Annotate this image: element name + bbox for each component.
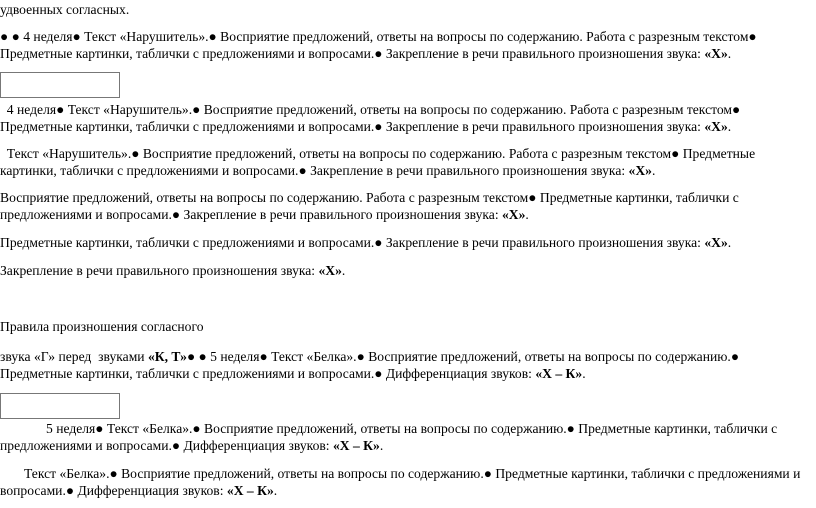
paragraph-week4-a: ● ● 4 неделя● Текст «Нарушитель».● Восприятие предложений, ответы на вопросы по содержанию. Работа с разрезным текстом● Предметные картинки, таблички с предложениями и вопросами.● Закрепление в речи правильного произношения звука: «Х». xyxy=(0,29,757,61)
empty-box-1 xyxy=(0,72,120,98)
paragraph-text-squirrel: Текст «Белка».● Восприятие предложений, ответы на вопросы по содержанию.● Предметные картинки, таблички с предложениями и вопросами.● Дифференциация звуков: «Х – К». xyxy=(0,466,801,498)
paragraph-perception: Восприятие предложений, ответы на вопросы по содержанию. Работа с разрезным текстом● Предметные картинки, таблички с предложениями и вопросами.● Закрепление в речи правильного произношения звука: «Х». xyxy=(0,190,739,222)
sound-label: «Х» xyxy=(704,46,728,61)
sound-label: «Х» xyxy=(318,263,342,278)
text-fragment: звука «Г» перед звуками xyxy=(0,349,148,364)
text-fragment: Предметные картинки, таблички с предложениями и вопросами.● Закрепление в речи правильного произношения звука: xyxy=(0,235,705,250)
sound-label: «Х» xyxy=(704,119,728,134)
paragraph-rules-heading xyxy=(0,318,814,335)
paragraph-week4-b: 4 неделя● Текст «Нарушитель».● Восприятие предложений, ответы на вопросы по содержанию. Работа с разрезным текстом● Предметные картинки, таблички с предложениями и вопросами.● Закрепление в речи правильного произношения звука: «Х». xyxy=(0,102,744,134)
text-fragment: удвоенных согласных. xyxy=(0,2,130,17)
text-fragment: Правила произношения согласного xyxy=(0,319,204,334)
sound-label: «Х» xyxy=(704,235,728,250)
paragraph-reinforcement: Закрепление в речи правильного произношения звука: «Х». xyxy=(0,263,346,278)
text-fragment: 5 неделя● Текст «Белка».● Восприятие предложений, ответы на вопросы по содержанию.● Предметные картинки, таблички с предложениями и вопросами.● Дифференциация звуков: xyxy=(0,421,778,453)
sound-label: «Х» xyxy=(502,207,526,222)
diff-label: «Х – К» xyxy=(332,438,380,453)
text-fragment: Текст «Белка».● Восприятие предложений, ответы на вопросы по содержанию.● Предметные картинки, таблички с предложениями и вопросами.● Дифференциация звуков: xyxy=(0,466,801,498)
sounds-label: «К, Т» xyxy=(147,349,187,364)
paragraph-week5-b: 5 неделя● Текст «Белка».● Восприятие предложений, ответы на вопросы по содержанию.● Предметные картинки, таблички с предложениями и вопросами.● Дифференциация звуков: «Х – К». xyxy=(0,421,778,453)
diff-label: «Х – К» xyxy=(535,366,583,381)
text-fragment: ● ● 4 неделя● Текст «Нарушитель».● Восприятие предложений, ответы на вопросы по содержанию. Работа с разрезным текстом● Предметные картинки, таблички с предложениями и вопросами.● Закрепление в речи правильного произношения звука: xyxy=(0,29,757,61)
text-line-1 xyxy=(0,1,814,18)
sound-label: «Х» xyxy=(628,163,652,178)
paragraph-pictures: Предметные картинки, таблички с предложениями и вопросами.● Закрепление в речи правильного произношения звука: «Х». xyxy=(0,235,732,250)
paragraph-week5-a: звука «Г» перед звуками «К, Т»● ● 5 неделя● Текст «Белка».● Восприятие предложений, ответы на вопросы по содержанию.● Предметные картинки, таблички с предложениями и вопросами.● Дифференциация звуков: «Х – К». xyxy=(0,349,740,381)
text-fragment: 4 неделя● Текст «Нарушитель».● Восприятие предложений, ответы на вопросы по содержанию. Работа с разрезным текстом● Предметные картинки, таблички с предложениями и вопросами.● Закрепление в речи правильного произношения звука: xyxy=(0,102,744,134)
text-fragment: Текст «Нарушитель».● Восприятие предложений, ответы на вопросы по содержанию. Работа с разрезным текстом● Предметные картинки, таблички с предложениями и вопросами.● Закрепление в речи правильного произношения звука: xyxy=(0,146,759,178)
diff-label: «Х – К» xyxy=(226,483,274,498)
text-fragment: Закрепление в речи правильного произношения звука: xyxy=(0,263,319,278)
text-fragment: Восприятие предложений, ответы на вопросы по содержанию. Работа с разрезным текстом● Предметные картинки, таблички с предложениями и вопросами.● Закрепление в речи правильного произношения звука: xyxy=(0,190,739,222)
empty-box-2 xyxy=(0,393,120,419)
paragraph-text-violator: Текст «Нарушитель».● Восприятие предложений, ответы на вопросы по содержанию. Работа с разрезным текстом● Предметные картинки, таблички с предложениями и вопросами.● Закрепление в речи правильного произношения звука: «Х». xyxy=(0,146,759,178)
text-fragment: ● ● 5 неделя● Текст «Белка».● Восприятие предложений, ответы на вопросы по содержанию.● Предметные картинки, таблички с предложениями и вопросами.● Дифференциация звуков: xyxy=(0,349,740,381)
